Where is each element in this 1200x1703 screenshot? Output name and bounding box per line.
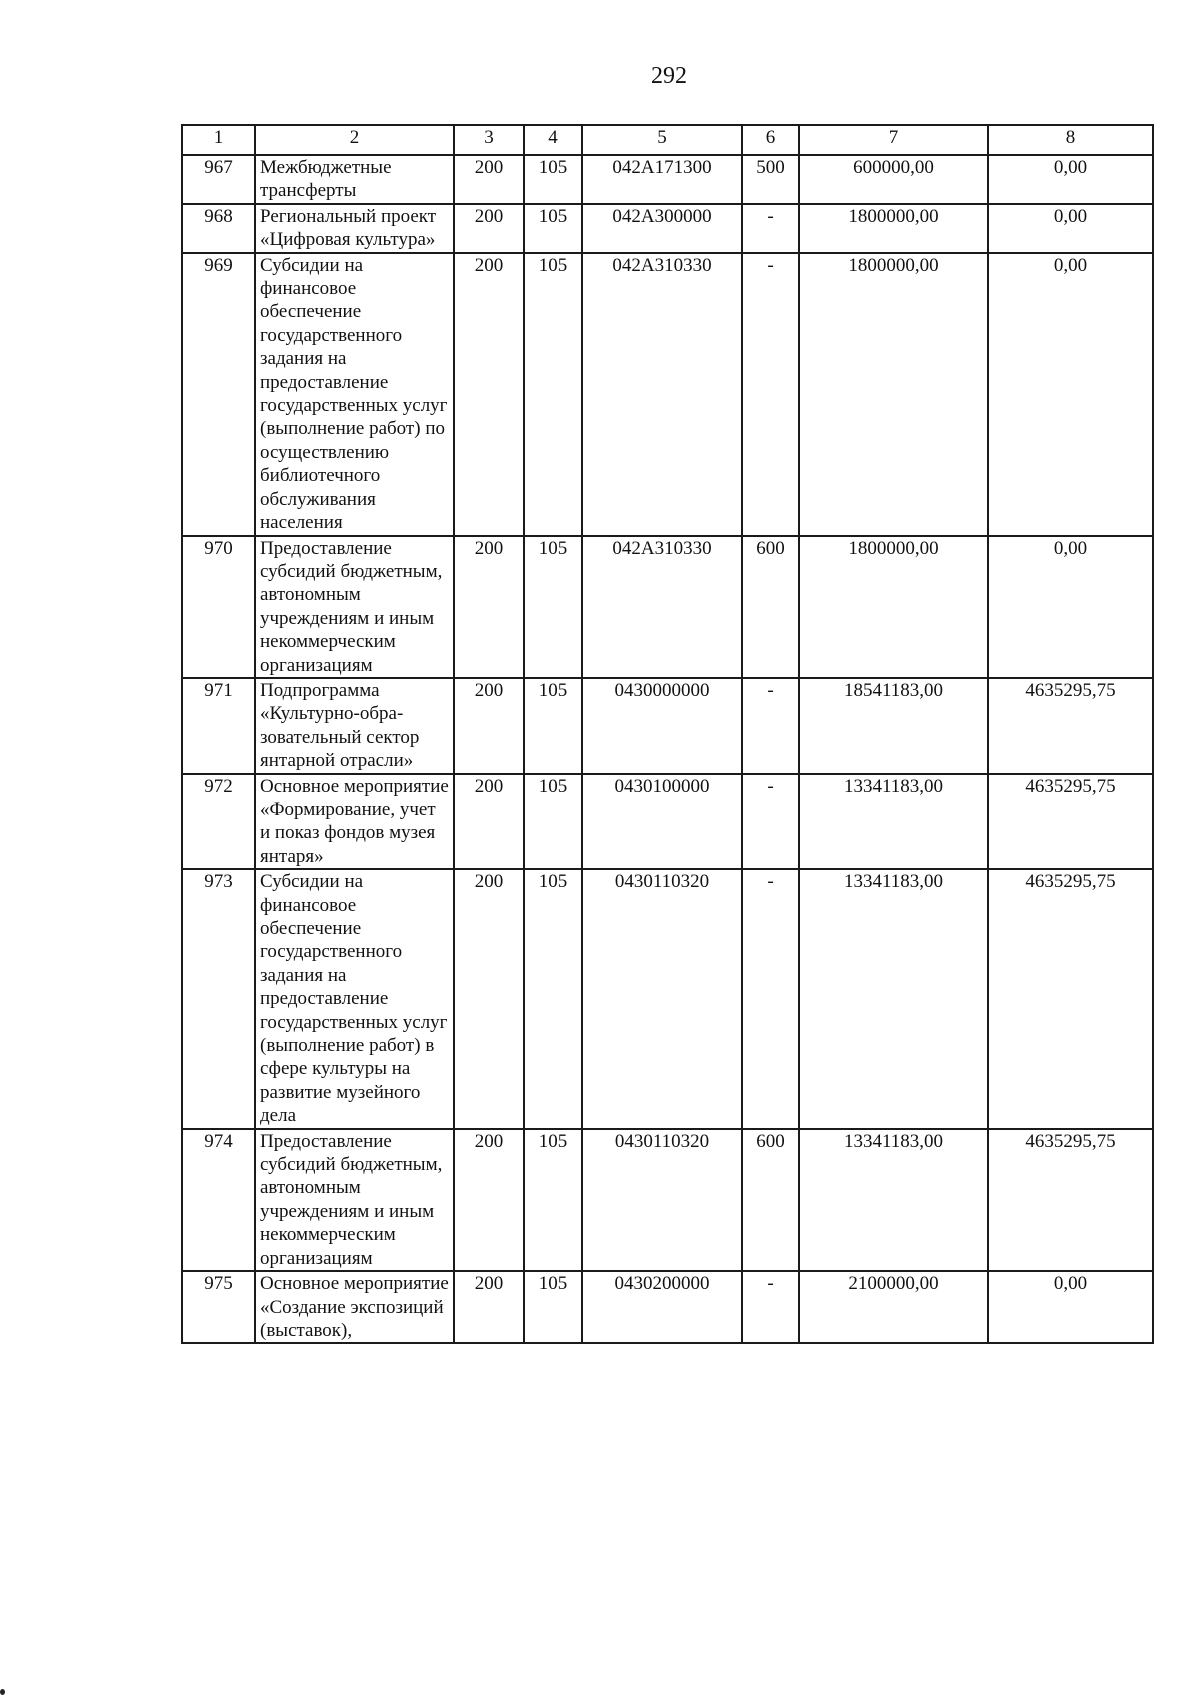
budget-table [181,124,1154,1344]
row-number: 973 [182,869,255,1128]
table-row [182,1129,1153,1271]
row-number: 970 [182,536,255,678]
col3-value: 200 [454,204,524,253]
item-name: Основное мероприятие «Формирование, учет и показ фондов музея янтаря» [255,774,454,870]
col6-value: 600 [742,536,799,678]
col-header-1: 1 [182,125,255,155]
header-row [182,125,1153,155]
amount-col8: 4635295,75 [988,774,1153,870]
col6-value: - [742,253,799,536]
code-value: 042А171300 [582,155,742,204]
code-value: 0430200000 [582,1271,742,1343]
col-header-8: 8 [988,125,1153,155]
col4-value: 105 [524,253,582,536]
col-header-5: 5 [582,125,742,155]
col3-value: 200 [454,1129,524,1271]
col4-value: 105 [524,536,582,678]
amount-col7: 13341183,00 [799,1129,988,1271]
code-value: 0430110320 [582,1129,742,1271]
col4-value: 105 [524,1271,582,1343]
col6-value: - [742,1271,799,1343]
col3-value: 200 [454,678,524,774]
row-number: 972 [182,774,255,870]
col3-value: 200 [454,774,524,870]
col6-value: 600 [742,1129,799,1271]
amount-col8: 0,00 [988,253,1153,536]
table-row [182,253,1153,536]
code-value: 042А300000 [582,204,742,253]
col3-value: 200 [454,155,524,204]
col6-value: - [742,204,799,253]
item-name: Субсидии на финансовое обеспечение государственного задания на предоставление государственных услуг (выполнение работ) в сфере культуры на развитие музейного дела [255,869,454,1128]
table-row [182,536,1153,678]
item-name: Подпрограмма «Культурно-обра-зовательный сектор янтарной отрасли» [255,678,454,774]
col-header-6: 6 [742,125,799,155]
amount-col7: 1800000,00 [799,253,988,536]
row-number: 969 [182,253,255,536]
amount-col7: 13341183,00 [799,774,988,870]
amount-col7: 1800000,00 [799,536,988,678]
table-row [182,774,1153,870]
item-name: Предоставление субсидий бюджетным, автономным учреждениям и иным некоммерческим организациям [255,536,454,678]
amount-col8: 0,00 [988,204,1153,253]
code-value: 0430110320 [582,869,742,1128]
amount-col8: 4635295,75 [988,1129,1153,1271]
col-header-4: 4 [524,125,582,155]
code-value: 042А310330 [582,536,742,678]
col4-value: 105 [524,155,582,204]
col3-value: 200 [454,536,524,678]
col6-value: - [742,869,799,1128]
code-value: 0430100000 [582,774,742,870]
row-number: 968 [182,204,255,253]
amount-col7: 13341183,00 [799,869,988,1128]
amount-col8: 0,00 [988,1271,1153,1343]
col3-value: 200 [454,869,524,1128]
col4-value: 105 [524,1129,582,1271]
item-name: Предоставление субсидий бюджетным, автономным учреждениям и иным некоммерческим организациям [255,1129,454,1271]
col3-value: 200 [454,253,524,536]
code-value: 0430000000 [582,678,742,774]
col-header-3: 3 [454,125,524,155]
table-row [182,1271,1153,1343]
item-name: Основное мероприятие «Создание экспозиций (выставок), [255,1271,454,1343]
row-number: 967 [182,155,255,204]
amount-col7: 1800000,00 [799,204,988,253]
amount-col8: 4635295,75 [988,869,1153,1128]
col4-value: 105 [524,204,582,253]
col6-value: - [742,774,799,870]
page-number: 292 [651,63,687,89]
row-number: 975 [182,1271,255,1343]
col4-value: 105 [524,869,582,1128]
amount-col7: 600000,00 [799,155,988,204]
amount-col8: 0,00 [988,536,1153,678]
table-row [182,204,1153,253]
col6-value: 500 [742,155,799,204]
amount-col8: 0,00 [988,155,1153,204]
item-name: Субсидии на финансовое обеспечение государственного задания на предоставление государственных услуг (выполнение работ) по осуществлению библиотечного обслуживания населения [255,253,454,536]
table-row [182,155,1153,204]
amount-col7: 2100000,00 [799,1271,988,1343]
code-value: 042А310330 [582,253,742,536]
col3-value: 200 [454,1271,524,1343]
table-row [182,678,1153,774]
col-header-7: 7 [799,125,988,155]
col-header-2: 2 [255,125,454,155]
item-name: Межбюджетные трансферты [255,155,454,204]
amount-col7: 18541183,00 [799,678,988,774]
item-name: Региональный проект «Цифровая культура» [255,204,454,253]
col6-value: - [742,678,799,774]
col4-value: 105 [524,678,582,774]
row-number: 974 [182,1129,255,1271]
table-row [182,869,1153,1128]
amount-col8: 4635295,75 [988,678,1153,774]
scan-artifact [0,1689,5,1695]
col4-value: 105 [524,774,582,870]
row-number: 971 [182,678,255,774]
